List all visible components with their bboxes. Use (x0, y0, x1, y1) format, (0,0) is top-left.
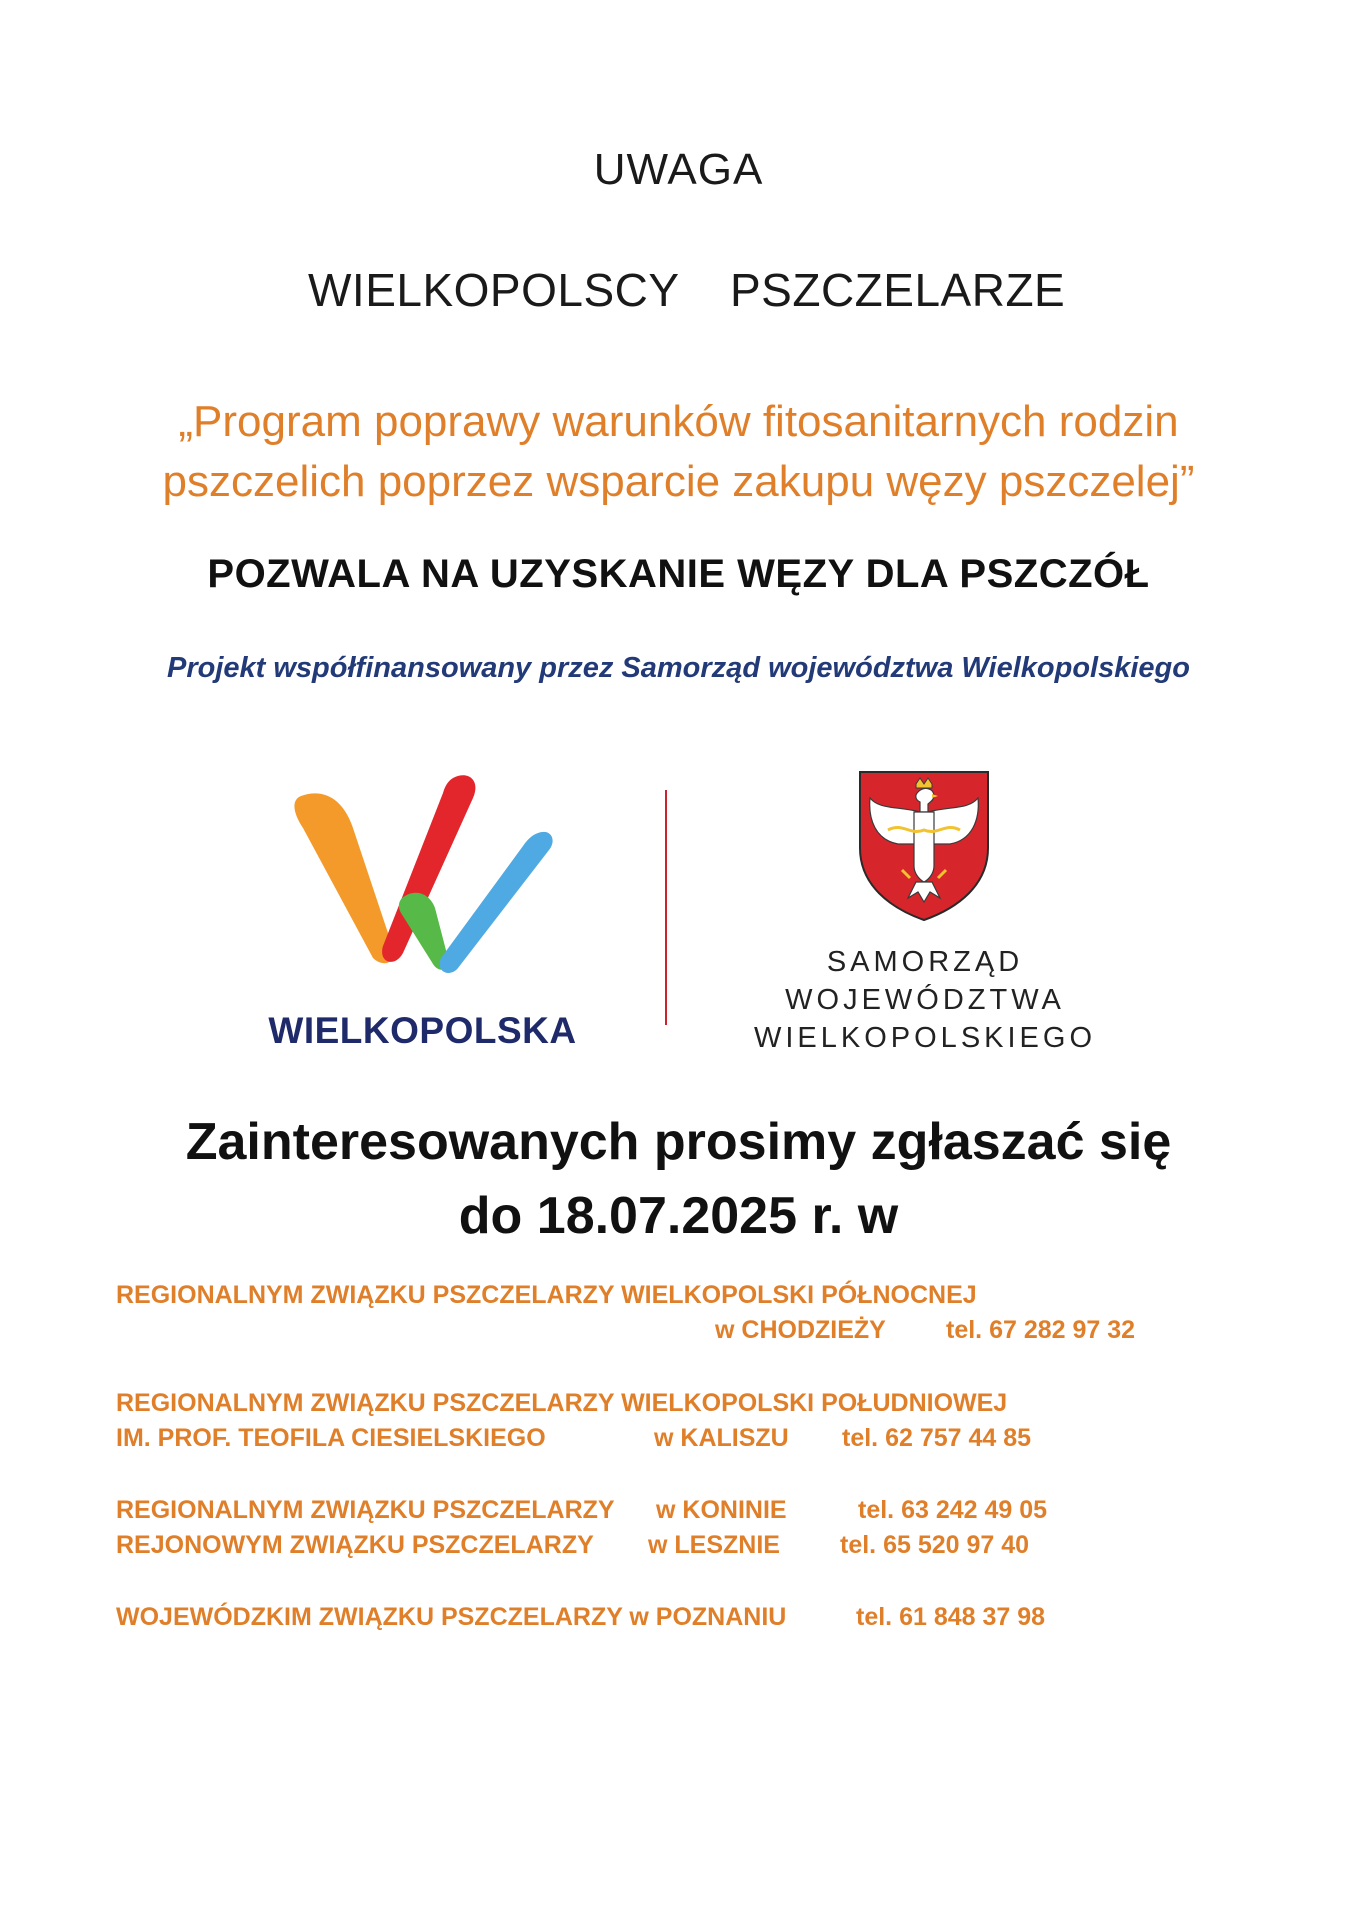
program-title-line-1: „Program poprawy warunków fitosanitarnych rodzin (178, 397, 1179, 446)
government-line-3: WIELKOPOLSKIEGO (753, 1022, 1097, 1054)
cofinancing-note: Projekt współfinansowany przez Samorząd województwa Wielkopolskiego (167, 652, 1190, 684)
program-title-line-2: pszczelich poprzez wsparcie zakupu węzy pszczelej” (162, 457, 1195, 506)
logo-divider (665, 790, 667, 1025)
wielkopolska-wordmark: WIELKOPOLSKA (268, 1010, 577, 1051)
logo-blue-stroke (440, 832, 553, 973)
call-to-action-line-1: Zainteresowanych prosimy zgłaszać się (185, 1113, 1172, 1171)
contact-phone: tel. 63 242 49 05 (858, 1496, 1048, 1524)
contact-city: w KONINIE (656, 1496, 787, 1524)
eagle-coat-of-arms-icon (858, 770, 990, 922)
audience-left-word: WIELKOPOLSCY (308, 264, 680, 316)
contact-name: REGIONALNYM ZWIĄZKU PSZCZELARZY (116, 1496, 615, 1524)
contact-city: w KALISZU (654, 1424, 789, 1452)
contact-name: REJONOWYM ZWIĄZKU PSZCZELARZY (116, 1531, 594, 1559)
contact-phone: tel. 62 757 44 85 (842, 1424, 1032, 1452)
contact-name: REGIONALNYM ZWIĄZKU PSZCZELARZY WIELKOPOLSKI PÓŁNOCNEJ (116, 1281, 977, 1309)
contact-phone: tel. 67 282 97 32 (946, 1316, 1136, 1344)
contact-phone: tel. 65 520 97 40 (840, 1531, 1030, 1559)
contact-city: w CHODZIEŻY (715, 1316, 886, 1344)
logo-orange-stroke (294, 793, 393, 963)
government-line-1: SAMORZĄD (826, 946, 1024, 978)
contact-city: w LESZNIE (648, 1531, 780, 1559)
call-to-action (0, 1105, 1357, 1253)
main-headline: POZWALA NA UZYSKANIE WĘZY DLA PSZCZÓŁ (207, 552, 1150, 596)
notice-heading: UWAGA (593, 145, 764, 194)
program-title (0, 392, 1357, 512)
contact-name: WOJEWÓDZKIM ZWIĄZKU PSZCZELARZY w POZNANIU (116, 1603, 787, 1631)
contact-phone: tel. 61 848 37 98 (856, 1603, 1046, 1631)
audience-right-word: PSZCZELARZE (730, 264, 1066, 316)
call-to-action-line-2: do 18.07.2025 r. w (458, 1187, 899, 1245)
government-wordmark (735, 943, 1115, 1057)
wielkopolska-w-logo-icon (283, 768, 563, 983)
contact-patron: IM. PROF. TEOFILA CIESIELSKIEGO (116, 1424, 546, 1452)
contact-name: REGIONALNYM ZWIĄZKU PSZCZELARZY WIELKOPOLSKI POŁUDNIOWEJ (116, 1389, 1008, 1417)
government-line-2: WOJEWÓDZTWA (785, 984, 1065, 1016)
